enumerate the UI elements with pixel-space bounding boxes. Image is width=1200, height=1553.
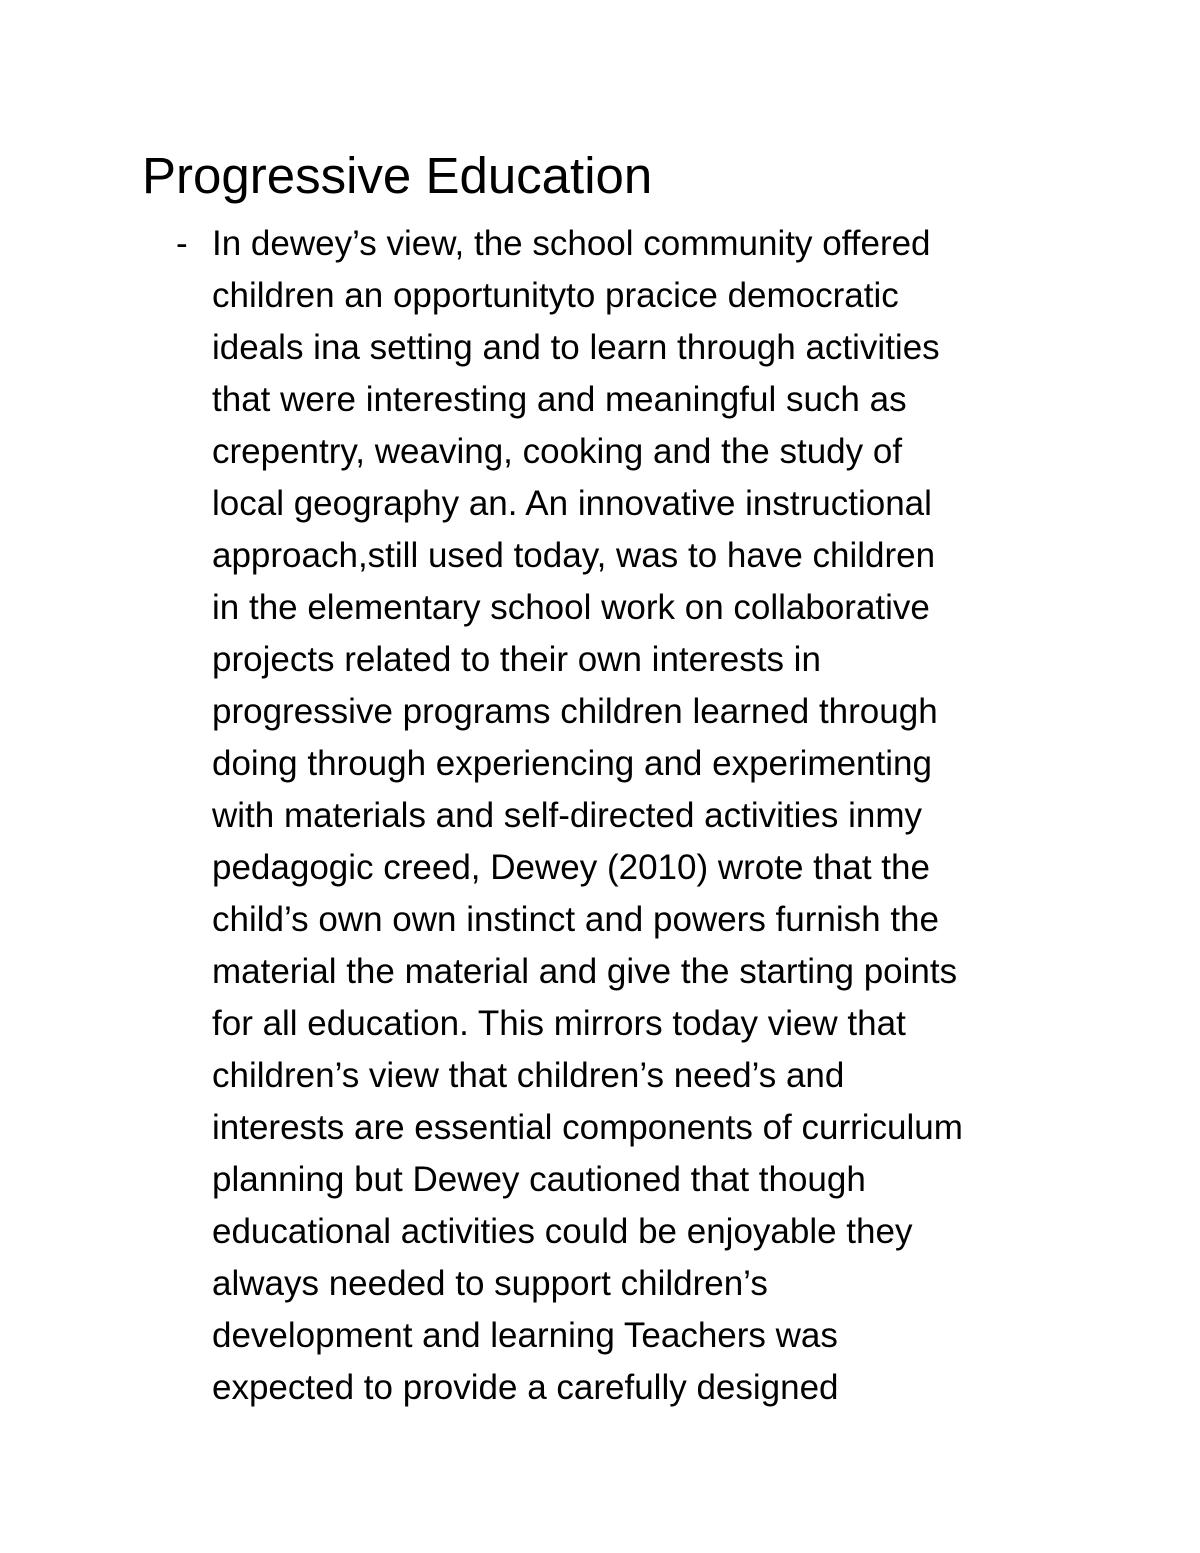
text-line: doing through experiencing and experimenting xyxy=(212,744,932,783)
text-line: approach,still used today, was to have children xyxy=(212,536,936,575)
text-line: educational activities could be enjoyable they xyxy=(212,1212,913,1251)
bullet-dash: - xyxy=(176,224,188,263)
text-line: development and learning Teachers was xyxy=(212,1316,838,1355)
text-line: always needed to support children’s xyxy=(212,1264,768,1303)
text-line: pedagogic creed, Dewey (2010) wrote that the xyxy=(212,848,930,887)
text-line: child’s own own instinct and powers furnish the xyxy=(212,900,939,939)
bullet-paragraph xyxy=(212,218,963,1414)
text-line: for all education. This mirrors today view that xyxy=(212,1004,906,1043)
text-line: children’s view that children’s need’s and xyxy=(212,1056,845,1095)
text-line: that were interesting and meaningful such as xyxy=(212,380,907,419)
text-line: projects related to their own interests in xyxy=(212,640,821,679)
text-line: local geography an. An innovative instructional xyxy=(212,484,932,523)
text-line: children an opportunityto pracice democratic xyxy=(212,276,899,315)
text-line: material the material and give the starting points xyxy=(212,952,958,991)
text-line: ideals ina setting and to learn through activities xyxy=(212,328,940,367)
text-line: In dewey’s view, the school community offered xyxy=(212,224,931,263)
text-line: crepentry, weaving, cooking and the study of xyxy=(212,432,903,471)
text-line: with materials and self-directed activities inmy xyxy=(212,796,922,835)
text-line: progressive programs children learned through xyxy=(212,692,938,731)
text-line: in the elementary school work on collaborative xyxy=(212,588,930,627)
text-line: interests are essential components of curriculum xyxy=(212,1108,963,1147)
text-line: planning but Dewey cautioned that though xyxy=(212,1160,866,1199)
text-line: expected to provide a carefully designed xyxy=(212,1368,839,1407)
page-title: Progressive Education xyxy=(142,147,653,204)
